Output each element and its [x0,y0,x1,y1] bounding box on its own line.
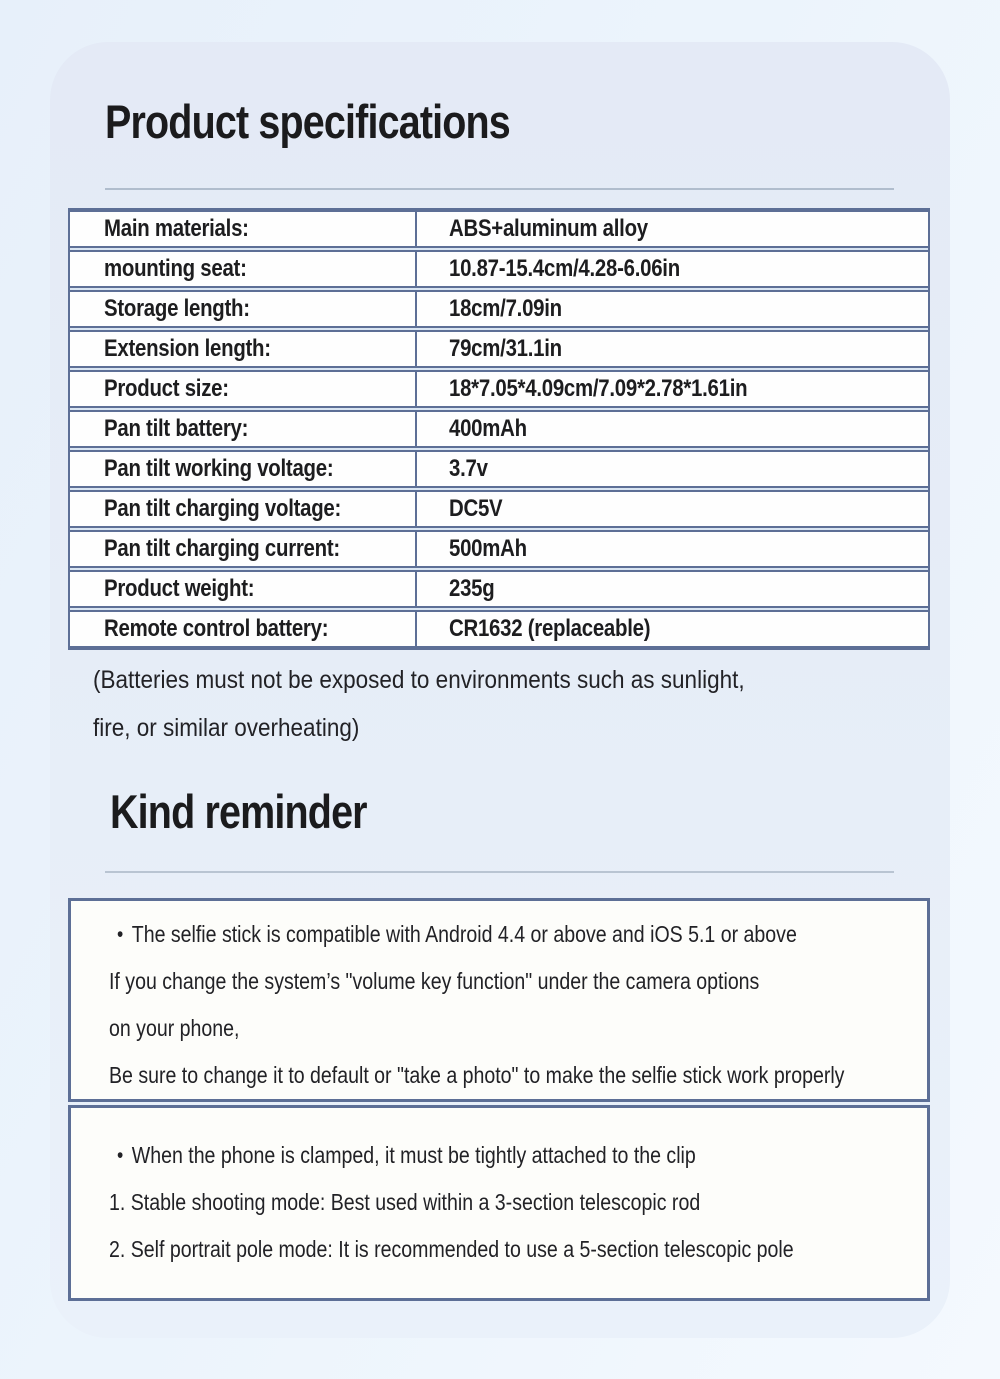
spec-value: ABS+aluminum alloy [415,212,928,246]
spec-row [70,450,928,488]
kind-reminder-heading [110,784,416,839]
page-title-text: Product specifications [105,95,510,148]
spec-value: DC5V [415,492,928,526]
spec-row [70,370,928,408]
spec-row [70,610,928,648]
spec-label: Pan tilt charging voltage: [104,495,342,522]
spec-row [70,210,928,248]
spec-row [70,570,928,608]
compatibility-reminder-box [68,898,930,1102]
product-info-card [50,42,950,1338]
battery-warning-note [93,656,817,752]
spec-label: Storage length: [104,295,250,322]
page-title [105,94,587,149]
title-underline [105,188,894,190]
spec-table [68,208,930,650]
spec-value: 400mAh [415,412,928,446]
spec-row [70,330,928,368]
spec-value: 18cm/7.09in [415,292,928,326]
bullet-icon: • [117,923,124,946]
battery-warning-line: (Batteries must not be exposed to environments such as sunlight, [93,666,745,694]
spec-value: 235g [415,572,928,606]
spec-value: 3.7v [415,452,928,486]
spec-label: Main materials: [104,215,249,242]
spec-value: 79cm/31.1in [415,332,928,366]
spec-value: CR1632 (replaceable) [415,612,928,646]
spec-value: 18*7.05*4.09cm/7.09*2.78*1.61in [415,372,928,406]
reminder-line: 1. Stable shooting mode: Best used within a 3-section telescopic rod [109,1189,701,1215]
battery-warning-line: fire, or similar overheating) [93,714,360,742]
spec-value: 10.87-15.4cm/4.28-6.06in [415,252,928,286]
spec-label: Product size: [104,375,229,402]
bullet-icon: • [117,1144,124,1167]
reminder-line: • The selfie stick is compatible with Android 4.4 or above and iOS 5.1 or above [71,911,927,958]
spec-label: Remote control battery: [104,615,329,642]
spec-label: mounting seat: [104,255,247,282]
spec-label: Extension length: [104,335,271,362]
spec-row [70,530,928,568]
spec-row [70,290,928,328]
spec-row [70,250,928,288]
spec-label: Pan tilt charging current: [104,535,340,562]
reminder-line: • When the phone is clamped, it must be tightly attached to the clip [71,1132,927,1179]
spec-label: Pan tilt working voltage: [104,455,334,482]
spec-value: 500mAh [415,532,928,566]
spec-row [70,490,928,528]
spec-label: Pan tilt battery: [104,415,249,442]
reminder-line: If you change the system’s "volume key function" under the camera options [109,968,760,994]
spec-row [70,410,928,448]
kind-reminder-heading-text: Kind reminder [110,785,367,838]
reminder-line: 2. Self portrait pole mode: It is recommended to use a 5-section telescopic pole [109,1236,794,1262]
reminder-line: on your phone, [109,1015,240,1041]
spec-label: Product weight: [104,575,255,602]
reminder-line: Be sure to change it to default or "take a photo" to make the selfie stick work properly [109,1062,845,1088]
reminder-underline [105,871,894,873]
usage-reminder-box [68,1105,930,1301]
